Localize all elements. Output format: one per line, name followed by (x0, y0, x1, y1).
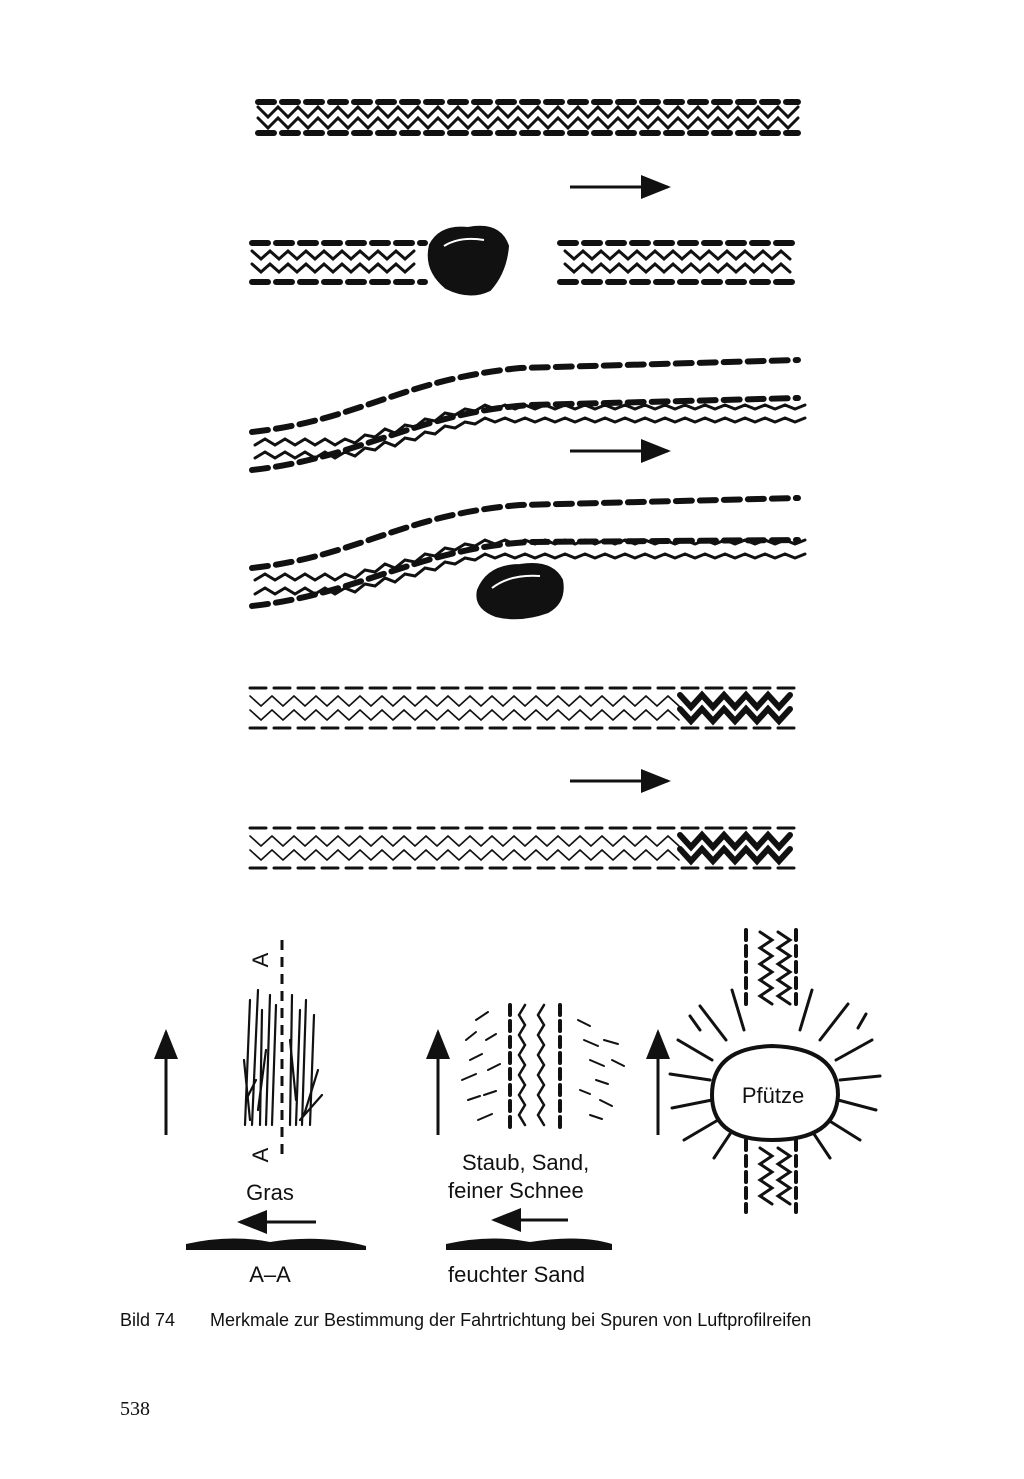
track-thin-1 (250, 688, 800, 728)
label-puddle: Pfütze (741, 1083, 805, 1108)
label-a-bottom: A (248, 1147, 273, 1163)
track-interrupted (252, 243, 798, 282)
label-grass: Gras (246, 1180, 294, 1205)
stone-2 (477, 564, 562, 618)
dust-track (462, 1005, 624, 1130)
stone-1 (429, 227, 508, 295)
figure-caption (120, 1310, 811, 1331)
label-dust-line1: Staub, Sand, (462, 1150, 590, 1175)
label-a-top: A (248, 952, 273, 968)
page-number: 538 (120, 1398, 150, 1420)
label-wet-sand: feuchter Sand (448, 1262, 585, 1287)
section-profile-grass (186, 1238, 366, 1250)
caption-text: Merkmale zur Bestimmung der Fahrtrichtung bei Spuren von Luftprofilreifen (210, 1310, 812, 1330)
section-profile-sand (446, 1238, 612, 1250)
label-section-aa: A–A (249, 1262, 291, 1287)
label-dust-line2: feiner Schnee (448, 1178, 584, 1203)
track-curve (252, 360, 805, 470)
track-straight (258, 102, 798, 133)
track-thin-2 (250, 828, 800, 868)
caption-number: Bild 74 (120, 1310, 176, 1330)
